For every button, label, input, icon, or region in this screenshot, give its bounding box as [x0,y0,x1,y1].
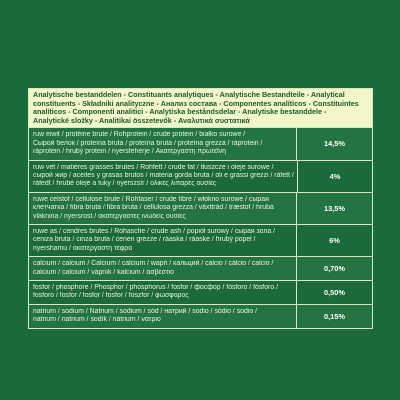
table-row-fibre [29,193,372,225]
row-value: 0,70% [324,264,345,274]
label-line: råprotein / hrubý protein / nyersfehérje / Ακατέργαστη πρωτεΐνη [33,148,226,156]
header-line: constituents - Składniki analityczne - Анализ состава - Componentes analíticos - Constituintes [33,98,359,108]
row-value: 4% [329,171,341,181]
label-line: fosforo / fosfor / fosfor / fosfor / foszfor / φώσφορος [33,292,189,300]
row-value: 13,5% [324,203,345,213]
label-line: ruwe as / cendres brutes / Rohasche / crude ash / popiół surowy / сырая зола / [33,228,275,236]
row-value: 14,5% [324,139,345,149]
row-value: 0,15% [324,311,345,321]
row-value: 6% [329,236,340,246]
table-row-calcium [29,257,372,281]
label-line: Сырой белок / proteína bruta / proteína bruta / proteína grezza / råprotein / [33,139,263,147]
label-line: natrium / sodium / Natrium / sodium / sód / натрий / sodio / sódio / sodio / [33,307,257,315]
table-header [29,89,372,128]
label-line: ceniza bruta / cinza bruta / ceneri grezze / råaska / råaske / hrubý popel / [33,236,256,244]
table-row-protein [29,128,372,160]
row-label [29,281,297,304]
header-line: analíticos - Componenti analitici - Analytiska beståndsdelar - Analytiske bestanddele - [33,107,327,117]
analytical-constituents-table [28,88,373,329]
table-row-sodium [29,305,372,328]
row-label [29,193,297,224]
label-line: ruw vet / matières grasses brutes / Rohfett / crude fat / tłuszcze i oleje surowe / [33,163,274,171]
label-line: сырой жир / aceites y grasas brutos / matéria gorda bruta / oli e grassi grezzi / råfett / [33,172,294,179]
header-line: Analytické složky - Analitikai összetevők - Αναλυτικά συστατικά [33,115,250,125]
label-line: vláknina / nyersrost / ακατέργαστες ινώδεις ουσίες [33,212,186,220]
header-line: Analytische bestanddelen - Constituants analytiques - Analytische Bestandteile - Analytical [33,90,345,99]
table-row-ash [29,225,372,257]
label-line: клетчатка / fibra bruta / fibra bruta / cellulosa grezza / växttråd / træstof / hrubá [33,204,274,212]
table-row-fat [29,161,372,193]
row-label [29,128,297,159]
label-line: natrium / natrium / sodík / nátrium / νάτριο [33,316,161,324]
row-label [29,305,297,328]
row-label [29,257,297,280]
label-line: calcium / calcium / vápník / kalcium / ασβέστιο [33,268,174,276]
label-line: nyershamu / ακατέργαστη τέφρα [33,244,133,252]
label-line: råfedt / hrubé oleje a tuky / nyerszsír / ολικές λιπαρές ουσίες [33,180,217,188]
label-line: ruwe celstof / cellulose brute / Rohfaser / crude fibre / włókno surowe / сырая [33,195,269,203]
table-body [29,128,372,327]
row-label [29,161,298,192]
row-value: 0,50% [324,287,345,297]
row-label [29,225,297,256]
label-line: calcium / calcium / Calcium / calcium / wapń / кальций / calcio / cálcio / calcio / [33,260,274,268]
table-row-phosphorus [29,281,372,305]
label-line: fosfor / phosphore / Phosphor / phosphorus / fosfor / фосфор / fósforo / fósforo / [33,284,278,292]
label-line: ruw eiwit / protéine brute / Rohprotein / crude protein / białko surowe / [33,131,246,139]
